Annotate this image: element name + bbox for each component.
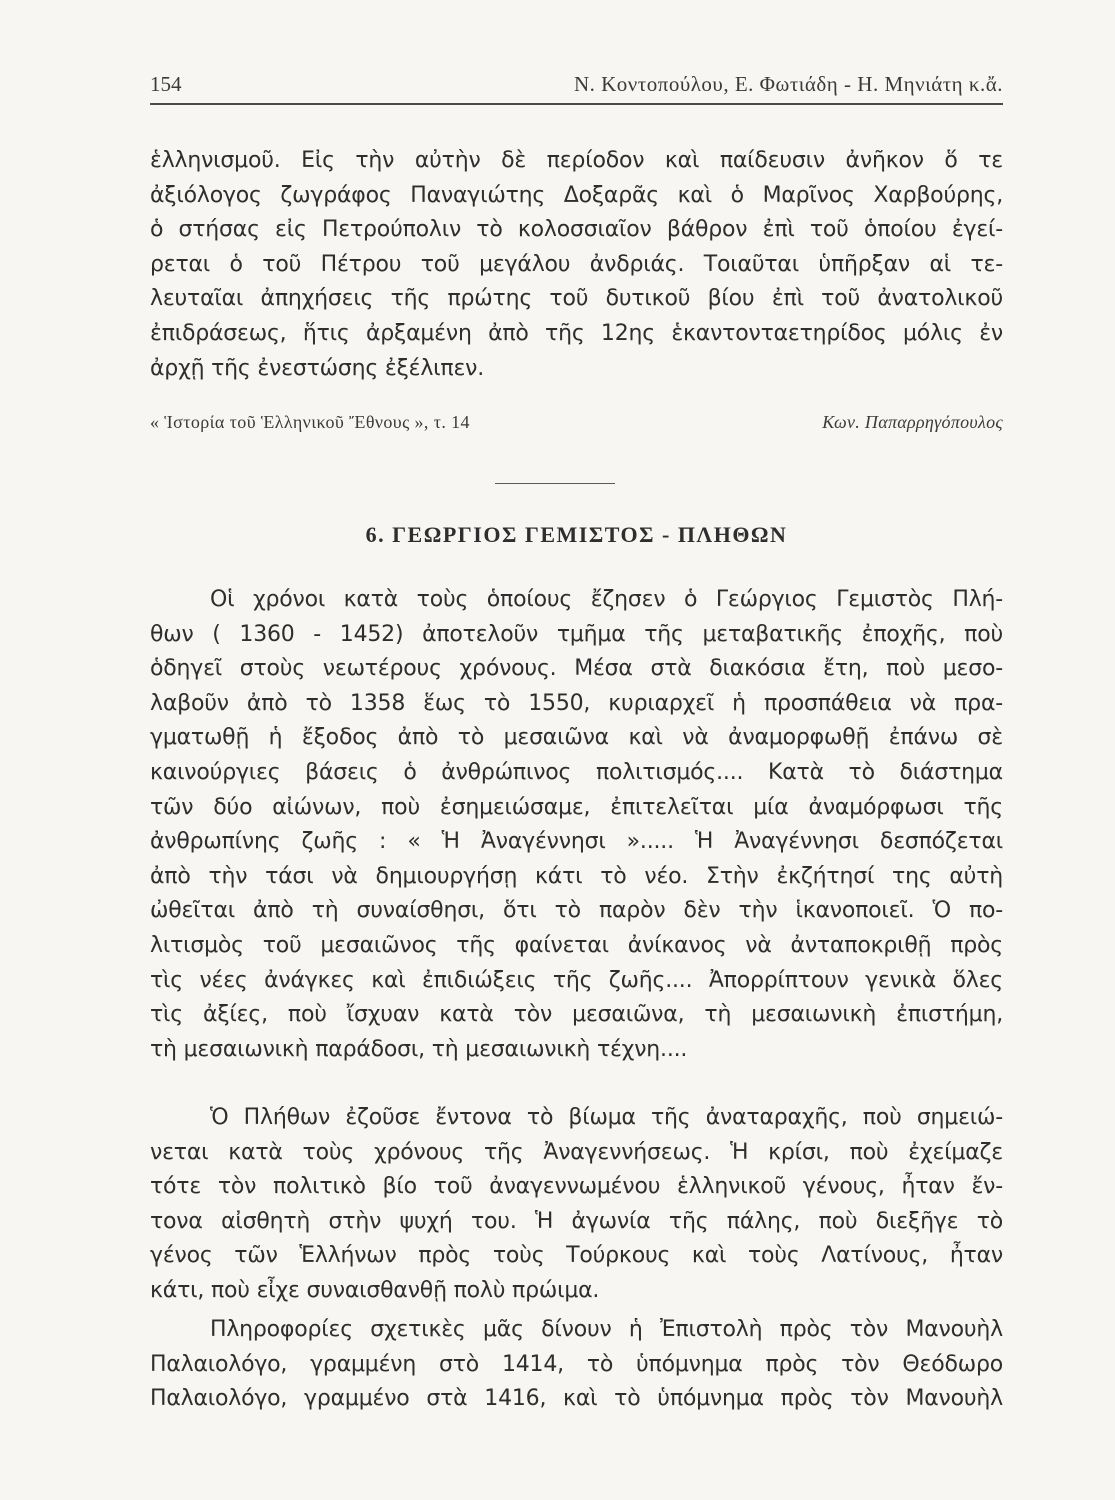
text-line: γματωθῇ ἡ ἔξοδος ἀπὸ τὸ μεσαιῶνα καὶ νὰ ἀναμορφωθῇ ἐπάνω σὲ	[150, 725, 1003, 751]
text-line: ἐπιδράσεως, ἥτις ἀρξαμένη ἀπὸ τῆς 12ης ἑκαντονταετηρίδος μόλις ἐν	[150, 320, 1003, 346]
text-line: ἀπὸ τὴν τάσι νὰ δημιουργήσῃ κάτι τὸ νέο. Στὴν ἐκζήτησί της αὐτὴ	[150, 863, 1003, 889]
text-line: Οἱ χρόνοι κατὰ τοὺς ὁποίους ἔζησεν ὁ Γεώργιος Γεμιστὸς Πλή-	[210, 587, 1003, 612]
text-line: καινούργιες βάσεις ὁ ἀνθρώπινος πολιτισμός.... Κατὰ τὸ διάστημα	[150, 759, 1003, 785]
text-line: ὁ στήσας εἰς Πετρούπολιν τὸ κολοσσιαῖον βάθρον ἐπὶ τοῦ ὁποίου ἐγεί-	[150, 217, 1003, 243]
text-line: Πληροφορίες σχετικὲς μᾶς δίνουν ἡ Ἐπιστολὴ πρὸς τὸν Μανουὴλ	[210, 1317, 1003, 1342]
running-head: Ν. Κοντοπούλου, Ε. Φωτιάδη - Η. Μηνιάτη κ.ἄ.	[573, 72, 1003, 96]
text-line: Παλαιολόγο, γραμμένο στὰ 1416, καὶ τὸ ὑπόμνημα πρὸς τὸν Μανουὴλ	[150, 1386, 1003, 1412]
header-rule	[150, 103, 1003, 105]
citation	[150, 408, 1003, 438]
text-line: τὶς νέες ἀνάγκες καὶ ἐπιδιώξεις τῆς ζωῆς.... Ἀπορρίπτουν γενικὰ ὅλες	[150, 967, 1003, 993]
text-line: Ὁ Πλήθων ἐζοῦσε ἔντονα τὸ βίωμα τῆς ἀναταραχῆς, ποὺ σημειώ-	[210, 1105, 1003, 1130]
text-line: τῶν δύο αἰώνων, ποὺ ἐσημειώσαμε, ἐπιτελεῖται μία ἀναμόρφωσι τῆς	[150, 794, 1003, 820]
text-line: τὶς ἀξίες, ποὺ ἴσχυαν κατὰ τὸν μεσαιῶνα, τὴ μεσαιωνικὴ ἐπιστήμη,	[150, 1002, 1003, 1028]
text-line: νεται κατὰ τοὺς χρόνους τῆς Ἀναγεννήσεως. Ἡ κρίσι, ποὺ ἐχείμαζε	[150, 1139, 1003, 1165]
paragraph-4	[150, 1313, 1003, 1417]
text-line: ἀξιόλογος ζωγράφος Παναγιώτης Δοξαρᾶς καὶ ὁ Μαρῖνος Χαρβούρης,	[150, 182, 1003, 208]
text-line: ὁδηγεῖ στοὺς νεωτέρους χρόνους. Μέσα στὰ διακόσια ἔτη, ποὺ μεσο-	[150, 656, 1003, 682]
text-line: ἀρχῇ τῆς ἐνεστώσης ἐξέλιπεν.	[150, 355, 485, 381]
text-line: λιτισμὸς τοῦ μεσαιῶνος τῆς φαίνεται ἀνίκανος νὰ ἀνταποκριθῇ πρὸς	[150, 932, 1003, 958]
text-line: λαβοῦν ἀπὸ τὸ 1358 ἕως τὸ 1550, κυριαρχεῖ ἡ προσπάθεια νὰ πρα-	[150, 690, 1003, 716]
text-line: ἑλληνισμοῦ. Εἰς τὴν αὐτὴν δὲ περίοδον καὶ παίδευσιν ἀνῆκον ὅ τε	[150, 148, 1003, 173]
citation-source: « Ἱστορία τοῦ Ἑλληνικοῦ Ἔθνους », τ. 14	[150, 412, 470, 432]
page-header	[150, 68, 1003, 100]
text-line: λευταῖαι ἀπηχήσεις τῆς πρώτης τοῦ δυτικοῦ βίου ἐπὶ τοῦ ἀνατολικοῦ	[150, 286, 1003, 312]
text-line: γένος τῶν Ἑλλήνων πρὸς τοὺς Τούρκους καὶ τοὺς Λατίνους, ἦταν	[150, 1243, 1003, 1269]
text-line: Παλαιολόγο, γραμμένη στὸ 1414, τὸ ὑπόμνημα πρὸς τὸν Θεόδωρο	[150, 1351, 1003, 1377]
text-line: ὠθεῖται ἀπὸ τὴ συναίσθησι, ὅτι τὸ παρὸν δὲν τὴν ἱκανοποιεῖ. Ὁ πο-	[150, 898, 1003, 924]
text-line: ἀνθρωπίνης ζωῆς : « Ἡ Ἀναγέννησι »..... Ἡ Ἀναγέννησι δεσπόζεται	[150, 829, 1003, 855]
text-line: τότε τὸν πολιτικὸ βίο τοῦ ἀναγεννωμένου ἑλληνικοῦ γένους, ἦταν ἔν-	[150, 1174, 1003, 1200]
text-line: τονα αἰσθητὴ στὴν ψυχή του. Ἡ ἀγωνία τῆς πάλης, ποὺ διεξῆγε τὸ	[150, 1208, 1003, 1234]
section-divider	[495, 483, 615, 484]
section-title: 6. ΓΕΩΡΓΙΟΣ ΓΕΜΙΣΤΟΣ - ΠΛΗΘΩΝ	[365, 522, 788, 547]
paragraph-3	[150, 1101, 1003, 1309]
paragraph-1	[150, 144, 1003, 386]
page-number: 154	[150, 72, 182, 96]
text-line: τὴ μεσαιωνικὴ παράδοσι, τὴ μεσαιωνικὴ τέχνη....	[150, 1036, 688, 1062]
text-line: θων ( 1360 - 1452) ἀποτελοῦν τμῆμα τῆς μεταβατικῆς ἐποχῆς, ποὺ	[150, 621, 1003, 647]
text-line: ρεται ὁ τοῦ Πέτρου τοῦ μεγάλου ἀνδριάς. Τοιαῦται ὑπῆρξαν αἱ τε-	[150, 251, 1003, 277]
citation-author: Κων. Παπαρρηγόπουλος	[822, 412, 1003, 432]
text-line: κάτι, ποὺ εἶχε συναισθανθῇ πολὺ πρώιμα.	[150, 1277, 600, 1303]
paragraph-2	[150, 583, 1003, 1067]
